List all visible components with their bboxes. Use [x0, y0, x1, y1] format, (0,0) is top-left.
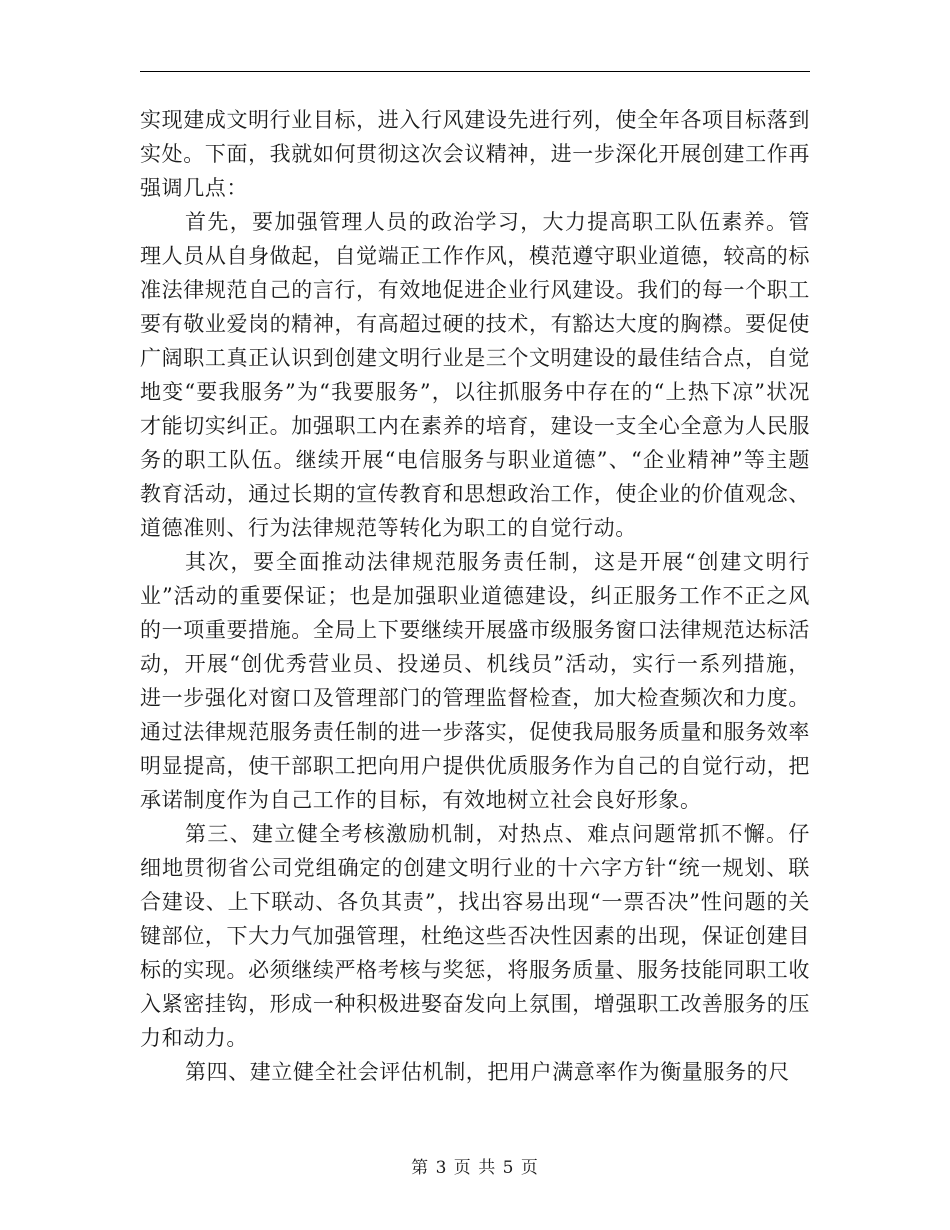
paragraph-continuation: 实现建成文明行业目标，进入行风建设先进行列，使全年各项目标落到实处。下面，我就如何贯彻这次会议精神，进一步深化开展创建工作再强调几点： [140, 108, 810, 200]
paragraph-fourth-point: 第四、建立健全社会评估机制，把用户满意率作为衡量服务的尺 [185, 1060, 790, 1084]
paragraph-third-point: 第三、建立健全考核激励机制，对热点、难点问题常抓不懈。仔细地贯彻省公司党组确定的创建文明行业的十六字方针“统一规划、联合建设、上下联动、各负其责”，找出容易出现“一票否决”性问题的关键部位，下大力气加强管理，杜绝这些否决性因素的出现，保证创建目标的实现。必须继续严格考核与奖惩，将服务质量、服务技能同职工收入紧密挂钩，形成一种积极进娶奋发向上氛围，增强职工改善服务的压力和动力。 [140, 822, 810, 1050]
page-number-footer: 第 3 页 共 5 页 [411, 1158, 539, 1178]
header-rule [140, 71, 810, 72]
paragraph-first-point: 首先，要加强管理人员的政治学习，大力提高职工队伍素养。管理人员从自身做起，自觉端正工作作风，模范遵守职业道德，较高的标准法律规范自己的言行，有效地促进企业行风建设。我们的每一个职工要有敬业爱岗的精神，有高超过硬的技术，有豁达大度的胸襟。要促使广阔职工真正认识到创建文明行业是三个文明建设的最佳结合点，自觉地变“要我服务”为“我要服务”，以往抓服务中存在的“上热下凉”状况才能切实纠正。加强职工内在素养的培育，建设一支全心全意为人民服务的职工队伍。继续开展“电信服务与职业道德”、“企业精神”等主题教育活动，通过长期的宣传教育和思想政治工作，使企业的价值观念、道德准则、行为法律规范等转化为职工的自觉行动。 [140, 210, 810, 540]
document-body [140, 103, 810, 1089]
paragraph-second-point: 其次，要全面推动法律规范服务责任制，这是开展“创建文明行业”活动的重要保证；也是加强职业道德建设，纠正服务工作不正之风的一项重要措施。全局上下要继续开展盛市级服务窗口法律规范达标活动，开展“创优秀营业员、投递员、机线员”活动，实行一系列措施，进一步强化对窗口及管理部门的管理监督检查，加大检查频次和力度。通过法律规范服务责任制的进一步落实，促使我局服务质量和服务效率明显提高，使干部职工把向用户提供优质服务作为自己的自觉行动，把承诺制度作为自己工作的目标，有效地树立社会良好形象。 [140, 550, 810, 812]
